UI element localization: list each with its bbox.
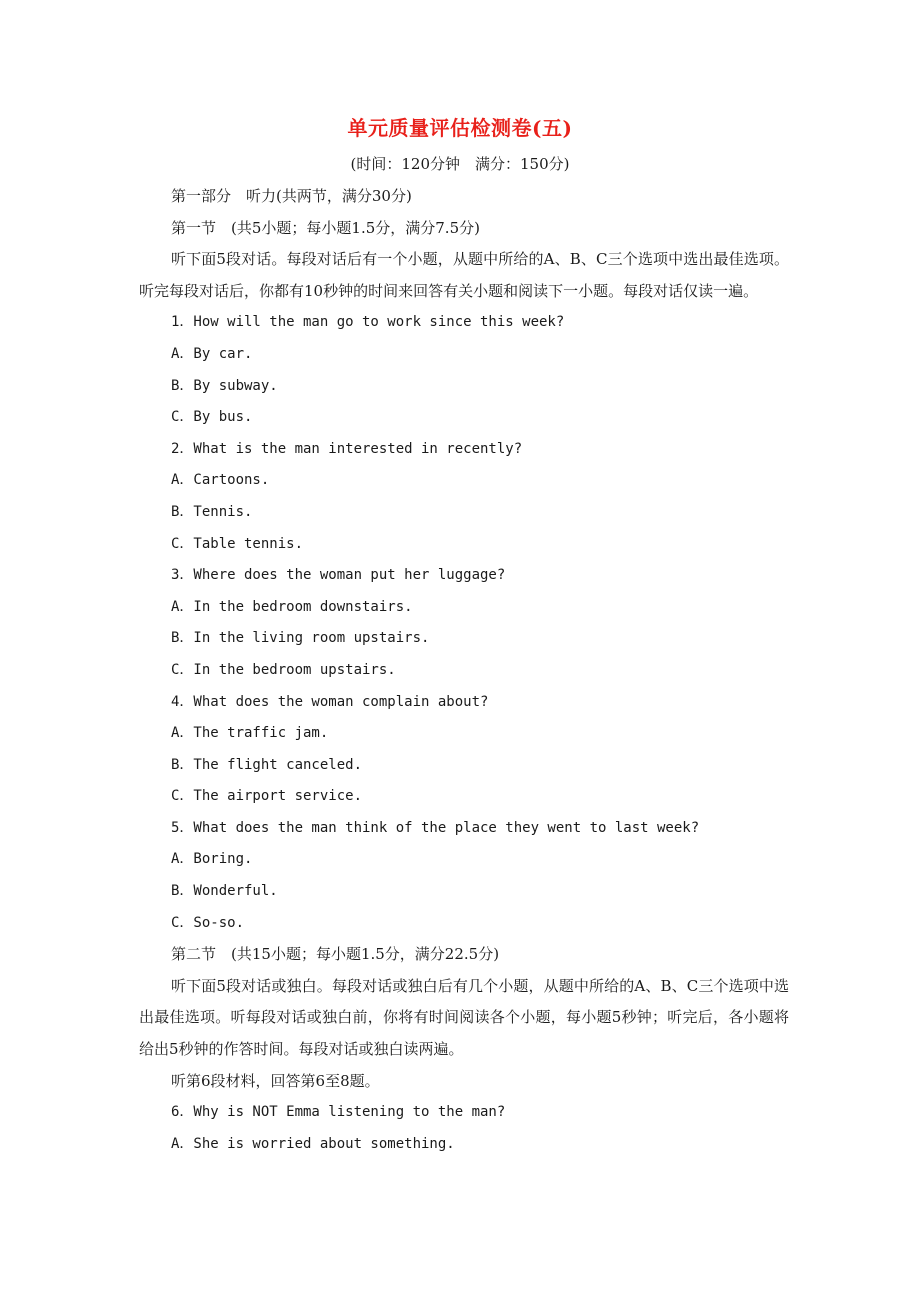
section-instructions: 听下面5段对话。每段对话后有一个小题，从题中所给的A、B、C三个选项中选出最佳选项。听完每段对话后，你都有10秒钟的时间来回答有关小题和阅读下一小题。每段对话仅读一遍。 (139, 250, 789, 300)
section-heading: 第二节 (共15小题；每小题1.5分，满分22.5分) (171, 945, 500, 964)
question-option: B．Wonderful. (171, 883, 278, 900)
question-option: B．In the living room upstairs. (171, 630, 430, 647)
question-stem: 2．What is the man interested in recently? (171, 440, 523, 457)
question-stem: 1．How will the man go to work since this week? (171, 314, 565, 331)
question-option: C．So-so. (171, 914, 245, 931)
question-stem: 4．What does the woman complain about? (171, 693, 489, 710)
question-option: A．In the bedroom downstairs. (171, 598, 413, 615)
question-option: A．She is worried about something. (171, 1135, 455, 1152)
question-option: C．In the bedroom upstairs. (171, 661, 396, 678)
section-heading: 第一节 (共5小题；每小题1.5分，满分7.5分) (171, 218, 480, 237)
question-option: A．Cartoons. (171, 472, 270, 489)
page-title: 单元质量评估检测卷(五) (347, 116, 573, 140)
part-heading: 第一部分 听力(共两节，满分30分) (171, 187, 412, 205)
question-option: B．By subway. (171, 377, 278, 394)
question-option: B．Tennis. (171, 503, 253, 520)
question-option: B．The flight canceled. (171, 756, 363, 773)
section-instructions: 听下面5段对话或独白。每段对话或独白后有几个小题，从题中所给的A、B、C三个选项中选出最佳选项。听每段对话或独白前，你将有时间阅读各个小题，每小题5秒钟；听完后，各小题将给出5秒钟的作答时间。每段对话或独白读两遍。 (139, 976, 789, 1059)
exam-content (139, 181, 789, 1160)
question-option: C．By bus. (171, 409, 253, 426)
question-option: C．The airport service. (171, 788, 363, 805)
question-option: C．Table tennis. (171, 535, 304, 552)
question-option: A．Boring. (171, 851, 253, 868)
question-stem: 5．What does the man think of the place they went to last week? (171, 819, 700, 836)
material-note: 听第6段材料，回答第6至8题。 (171, 1071, 380, 1090)
exam-time-score: (时间：120分钟 满分：150分) (350, 155, 570, 173)
question-option: A．By car. (171, 345, 253, 362)
question-stem: 6．Why is NOT Emma listening to the man? (171, 1104, 506, 1121)
question-stem: 3．Where does the woman put her luggage? (171, 567, 506, 584)
question-option: A．The traffic jam. (171, 725, 329, 742)
